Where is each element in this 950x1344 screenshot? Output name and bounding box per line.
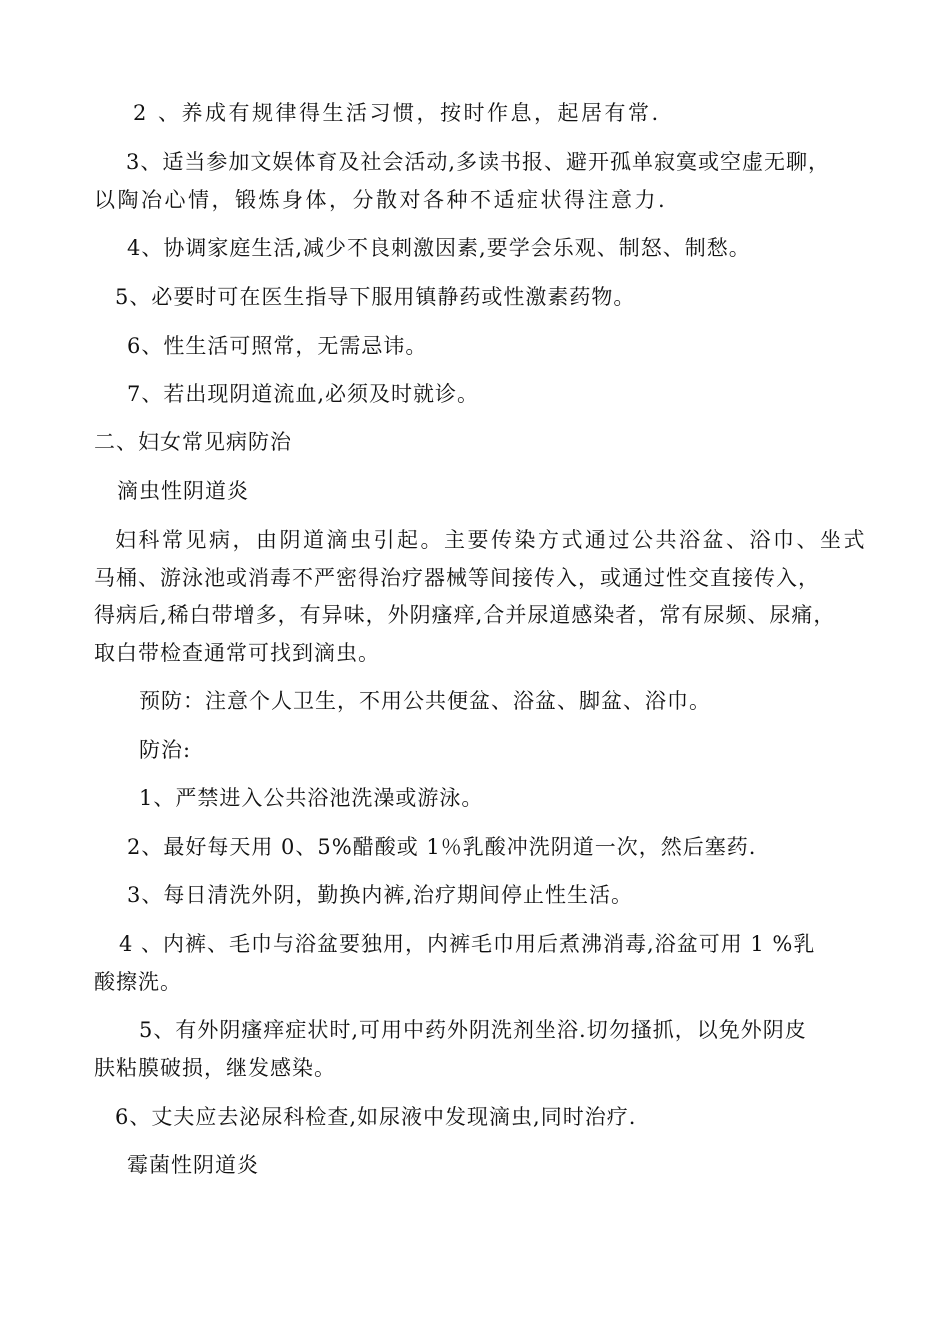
- paragraph-line: 马桶、游泳池或消毒不严密得治疗器械等间接传入，或通过性交直接传入，: [94, 566, 820, 590]
- paragraph-line: 妇科常见病，由阴道滴虫引起。主要传染方式通过公共浴盆、浴巾、坐式: [115, 528, 867, 552]
- paragraph-line: 4 、内裤、毛巾与浴盆要独用，内裤毛巾用后煮沸消毒,浴盆可用 1 %乳: [119, 932, 816, 956]
- paragraph-line: 5、必要时可在医生指导下服用镇静药或性激素药物。: [115, 285, 636, 309]
- paragraph-line: 酸擦洗。: [94, 970, 182, 994]
- paragraph-line: 防治:: [139, 738, 192, 762]
- paragraph-line: 得病后,稀白带增多，有异味，外阴瘙痒,合并尿道感染者，常有尿频、尿痛，: [94, 603, 836, 627]
- subsection-heading: 滴虫性阴道炎: [117, 479, 249, 503]
- paragraph-line: 2、最好每天用 0、5%醋酸或 1％乳酸冲洗阴道一次，然后塞药.: [127, 835, 757, 859]
- subsection-heading: 霉菌性阴道炎: [127, 1153, 259, 1177]
- section-heading: 二、妇女常见病防治: [94, 430, 292, 454]
- paragraph-line: 6、丈夫应去泌尿科检查,如尿液中发现滴虫,同时治疗.: [115, 1105, 637, 1129]
- paragraph-line: 7、若出现阴道流血,必须及时就诊。: [127, 382, 480, 406]
- paragraph-line: 5、有外阴瘙痒症状时,可用中药外阴洗剂坐浴.切勿搔抓，以免外阴皮: [139, 1018, 807, 1042]
- paragraph-line: 2 、养成有规律得生活习惯，按时作息，起居有常.: [133, 101, 661, 125]
- paragraph-line: 以陶冶心情，锻炼身体，分散对各种不适症状得注意力.: [94, 188, 668, 212]
- paragraph-line: 6、性生活可照常，无需忌讳。: [127, 334, 428, 358]
- paragraph-line: 预防：注意个人卫生，不用公共便盆、浴盆、脚盆、浴巾。: [139, 689, 711, 713]
- paragraph-line: 取白带检查通常可找到滴虫。: [94, 641, 380, 665]
- paragraph-line: 肤粘膜破损，继发感染。: [94, 1056, 336, 1080]
- paragraph-line: 3、适当参加文娱体育及社会活动,多读书报、避开孤单寂寞或空虚无聊，: [126, 150, 831, 174]
- paragraph-line: 4、协调家庭生活,减少不良刺激因素,要学会乐观、制怒、制愁。: [127, 236, 751, 260]
- paragraph-line: 1、严禁进入公共浴池洗澡或游泳。: [139, 786, 484, 810]
- paragraph-line: 3、每日清洗外阴，勤换内裤,治疗期间停止性生活。: [127, 883, 634, 907]
